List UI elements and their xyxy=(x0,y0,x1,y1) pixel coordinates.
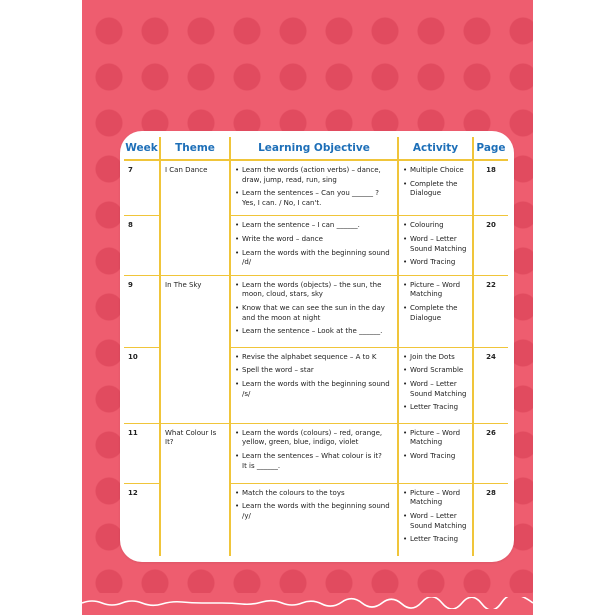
theme-label: I Can Dance xyxy=(160,160,230,216)
theme-label: What Colour Is It? xyxy=(160,423,230,483)
table-row xyxy=(124,216,508,275)
activity-item: • Complete the Dialogue xyxy=(403,180,468,199)
table-row xyxy=(124,423,508,483)
table-row xyxy=(124,347,508,423)
objective-item: • Learn the words with the beginning sound /y/ xyxy=(235,502,393,521)
objective-cell xyxy=(230,347,398,423)
objective-item: • Learn the words (colours) – red, orange, yellow, green, blue, indigo, violet xyxy=(235,429,393,448)
activity-cell xyxy=(398,347,473,423)
week-number: 12 xyxy=(128,488,138,497)
table-row xyxy=(124,160,508,216)
objective-item: • Revise the alphabet sequence – A to K xyxy=(235,353,393,363)
activity-item: • Word – Letter Sound Matching xyxy=(403,380,468,399)
header-theme: Theme xyxy=(160,137,230,160)
activity-item: • Colouring xyxy=(403,221,468,231)
theme-label: In The Sky xyxy=(160,275,230,347)
activity-item: • Word – Letter Sound Matching xyxy=(403,235,468,254)
activity-item: • Multiple Choice xyxy=(403,166,468,176)
week-number: 9 xyxy=(124,275,160,347)
page-number: 26 xyxy=(473,423,508,483)
objective-item: • Learn the words with the beginning sound /s/ xyxy=(235,380,393,399)
objective-item: • Learn the words with the beginning sound /d/ xyxy=(235,249,393,268)
activity-item: • Word Scramble xyxy=(403,366,468,376)
objective-item: • Learn the words (objects) – the sun, the moon, cloud, stars, sky xyxy=(235,281,393,300)
activity-item: • Picture – Word Matching xyxy=(403,281,468,300)
activity-item: • Word – Letter Sound Matching xyxy=(403,512,468,531)
week-number: 7 xyxy=(124,160,160,216)
table-row xyxy=(124,275,508,347)
table-row xyxy=(124,483,508,556)
objective-cell xyxy=(230,275,398,347)
objective-item: • Learn the sentences – What colour is it? It is ______. xyxy=(235,452,393,471)
activity-item: • Complete the Dialogue xyxy=(403,304,468,323)
objective-item: • Spell the word – star xyxy=(235,366,393,376)
wave-line-decoration xyxy=(82,597,533,609)
activity-item: • Word Tracing xyxy=(403,258,468,268)
header-activity: Activity xyxy=(398,137,473,160)
theme-label-empty xyxy=(160,216,230,275)
lesson-schedule-table xyxy=(124,137,508,556)
objective-item: • Know that we can see the sun in the day and the moon at night xyxy=(235,304,393,323)
objective-item: • Learn the words (action verbs) – dance, draw, jump, read, run, sing xyxy=(235,166,393,185)
page-number: 22 xyxy=(473,275,508,347)
objective-cell xyxy=(230,483,398,556)
page-number: 20 xyxy=(473,216,508,275)
week-number: 11 xyxy=(124,423,160,483)
header-row xyxy=(124,137,508,160)
objective-cell xyxy=(230,423,398,483)
page-number: 24 xyxy=(473,347,508,423)
week-number: 8 xyxy=(124,216,160,275)
activity-cell xyxy=(398,275,473,347)
activity-item: • Join the Dots xyxy=(403,353,468,363)
activity-item: • Picture – Word Matching xyxy=(403,489,468,508)
objective-item: • Learn the sentences – Can you ______ ? Yes, I can. / No, I can't. xyxy=(235,189,393,208)
activity-cell xyxy=(398,423,473,483)
objective-cell xyxy=(230,160,398,216)
activity-item: • Picture – Word Matching xyxy=(403,429,468,448)
objective-item: • Learn the sentence – Look at the ______. xyxy=(235,327,393,337)
week-number: 10 xyxy=(124,347,160,423)
header-page: Page xyxy=(473,137,508,160)
header-learning-objective: Learning Objective xyxy=(230,137,398,160)
page-number: 18 xyxy=(473,160,508,216)
objective-cell xyxy=(230,216,398,275)
header-week: Week xyxy=(124,137,160,160)
objective-item: • Learn the sentence – I can ______. xyxy=(235,221,393,231)
page-number: 28 xyxy=(473,483,508,556)
activity-item: • Letter Tracing xyxy=(403,403,468,413)
activity-item: • Letter Tracing xyxy=(403,535,468,545)
activity-item: • Word Tracing xyxy=(403,452,468,462)
activity-cell xyxy=(398,483,473,556)
objective-item: • Match the colours to the toys xyxy=(235,489,393,499)
theme-label-empty xyxy=(160,483,230,556)
activity-cell xyxy=(398,160,473,216)
theme-label-empty xyxy=(160,347,230,423)
activity-cell xyxy=(398,216,473,275)
objective-item: • Write the word – dance xyxy=(235,235,393,245)
